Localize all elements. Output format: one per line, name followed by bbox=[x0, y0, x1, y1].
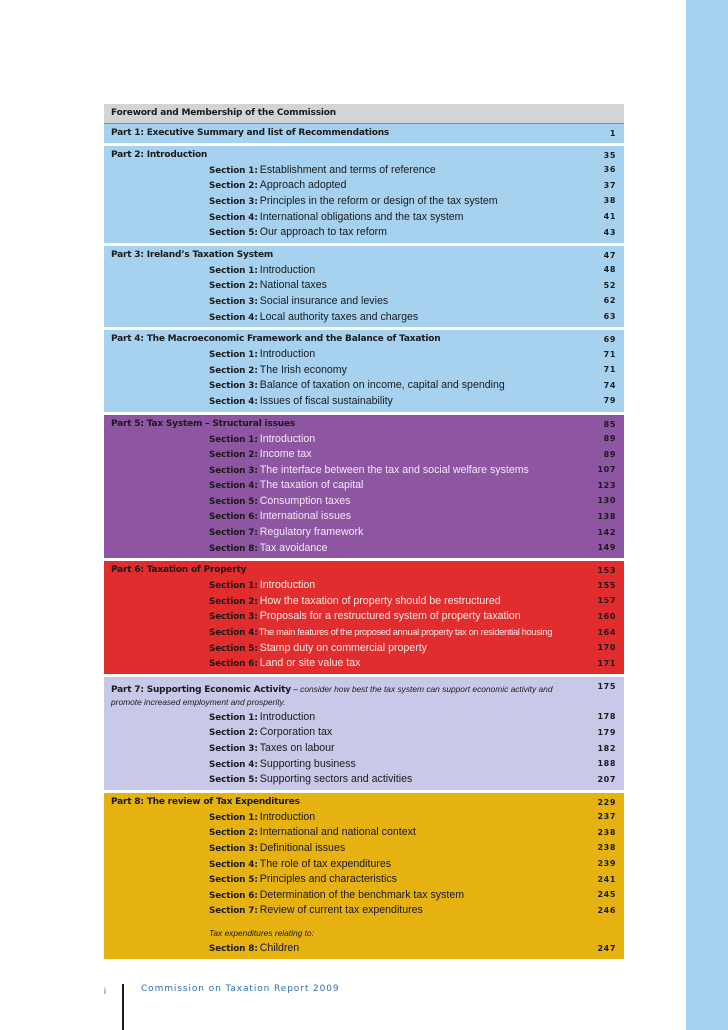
section-title: International issues bbox=[259, 510, 352, 523]
section-title: The taxation of capital bbox=[259, 479, 364, 492]
section-entry[interactable] bbox=[111, 478, 616, 494]
section-title: Supporting sectors and activities bbox=[259, 773, 413, 786]
section-title: Proposals for a restructured system of property taxation bbox=[259, 610, 521, 623]
section-title: International obligations and the tax system bbox=[259, 210, 464, 223]
section-entry[interactable] bbox=[111, 524, 616, 540]
section-label: Section 8: bbox=[209, 944, 258, 955]
section-entry[interactable] bbox=[111, 593, 616, 609]
section-page: 142 bbox=[597, 527, 616, 537]
section-label: Section 1: bbox=[209, 350, 258, 361]
section-entry[interactable] bbox=[111, 378, 616, 394]
section-title: Social insurance and levies bbox=[259, 294, 389, 307]
section-page: 245 bbox=[597, 890, 616, 900]
section-entry[interactable] bbox=[111, 346, 616, 362]
section-title: Establishment and terms of reference bbox=[259, 163, 436, 176]
section-label: Section 4: bbox=[209, 481, 258, 492]
section-entry[interactable] bbox=[111, 462, 616, 478]
section-label: Section 1: bbox=[209, 812, 258, 823]
section-title: Our approach to tax reform bbox=[259, 226, 387, 239]
section-page: 238 bbox=[597, 827, 616, 837]
section-entry[interactable] bbox=[111, 162, 616, 178]
section-entry[interactable] bbox=[111, 903, 616, 919]
part-8-title: Part 8: The review of Tax Expenditures bbox=[111, 797, 300, 807]
section-page: 237 bbox=[597, 812, 616, 822]
section-title: The interface between the tax and social welfare systems bbox=[259, 463, 529, 476]
section-page: 164 bbox=[597, 627, 616, 637]
section-label: Section 5: bbox=[209, 875, 258, 886]
section-title: Approach adopted bbox=[259, 179, 347, 192]
section-title: Corporation tax bbox=[259, 726, 333, 739]
section-label: Section 1: bbox=[209, 434, 258, 445]
section-page: 62 bbox=[603, 296, 616, 306]
section-title: Stamp duty on commercial property bbox=[259, 641, 427, 654]
section-label: Section 6: bbox=[209, 512, 258, 523]
section-label: Section 6: bbox=[209, 659, 258, 670]
section-page: 246 bbox=[597, 905, 616, 915]
section-label: Section 3: bbox=[209, 744, 258, 755]
section-entry[interactable] bbox=[111, 809, 616, 825]
section-page: 179 bbox=[597, 727, 616, 737]
part-2-title: Part 2: Introduction bbox=[111, 150, 208, 160]
section-label: Section 7: bbox=[209, 906, 258, 917]
section-label: Section 2: bbox=[209, 365, 258, 376]
section-label: Section 3: bbox=[209, 381, 258, 392]
section-entry[interactable] bbox=[111, 509, 616, 525]
section-page: 130 bbox=[597, 496, 616, 506]
section-title: Issues of fiscal sustainability bbox=[259, 394, 393, 407]
section-label: Section 1: bbox=[209, 265, 258, 276]
section-title: Children bbox=[259, 942, 300, 955]
section-page: 71 bbox=[603, 365, 616, 375]
section-entry[interactable] bbox=[111, 709, 616, 725]
part-5-title: Part 5: Tax System – Structural issues bbox=[111, 418, 296, 429]
section-page: 239 bbox=[597, 859, 616, 869]
section-page: 170 bbox=[597, 643, 616, 653]
section-title: Introduction bbox=[259, 579, 316, 592]
foreword-title: Foreword and Membership of the Commission bbox=[111, 108, 336, 118]
foreword-entry[interactable] bbox=[104, 104, 624, 123]
section-page: 157 bbox=[597, 596, 616, 606]
part-2-entry[interactable] bbox=[104, 146, 624, 243]
part-5-entry[interactable] bbox=[104, 415, 624, 559]
part-3-entry[interactable] bbox=[104, 246, 624, 327]
section-label: Section 1: bbox=[209, 581, 258, 592]
part-5-page: 85 bbox=[603, 419, 616, 429]
section-entry[interactable] bbox=[111, 887, 616, 903]
footer-divider bbox=[122, 984, 124, 1030]
part-1-title: Part 1: Executive Summary and list of Recommendations bbox=[111, 128, 390, 138]
part-6-page: 153 bbox=[597, 566, 616, 576]
section-entry[interactable] bbox=[111, 446, 616, 462]
section-label: Section 1: bbox=[209, 165, 258, 176]
section-page: 89 bbox=[603, 449, 616, 459]
section-entry[interactable] bbox=[111, 362, 616, 378]
section-title: Balance of taxation on income, capital and spending bbox=[259, 379, 505, 392]
section-title: Definitional issues bbox=[259, 841, 346, 854]
section-page: 43 bbox=[603, 227, 616, 237]
section-page: 89 bbox=[603, 434, 616, 444]
section-title: How the taxation of property should be restructured bbox=[259, 594, 501, 607]
section-title: Introduction bbox=[259, 810, 316, 823]
section-page: 207 bbox=[597, 774, 616, 784]
part-8-entry[interactable] bbox=[104, 793, 624, 959]
section-label: Section 4: bbox=[209, 628, 258, 639]
section-label: Section 3: bbox=[209, 196, 258, 207]
section-entry[interactable] bbox=[111, 393, 616, 409]
section-title: The main features of the proposed annual property tax on residential housing bbox=[258, 626, 553, 638]
part-3-page: 47 bbox=[603, 250, 616, 260]
section-label: Section 2: bbox=[209, 728, 258, 739]
section-page: 138 bbox=[597, 511, 616, 521]
section-title: Regulatory framework bbox=[259, 526, 364, 539]
section-entry[interactable] bbox=[111, 740, 616, 756]
part-7-entry[interactable] bbox=[104, 677, 624, 790]
section-page: 178 bbox=[597, 712, 616, 722]
section-entry[interactable] bbox=[111, 640, 616, 656]
section-page: 38 bbox=[603, 196, 616, 206]
section-entry[interactable] bbox=[111, 871, 616, 887]
section-title: The role of tax expenditures bbox=[259, 857, 392, 870]
section-title: Income tax bbox=[259, 448, 312, 461]
right-edge-color-strip bbox=[686, 0, 728, 1030]
section-entry[interactable] bbox=[111, 224, 616, 240]
section-label: Section 4: bbox=[209, 396, 258, 407]
section-entry[interactable] bbox=[111, 293, 616, 309]
section-entry[interactable] bbox=[111, 262, 616, 278]
section-label: Section 4: bbox=[209, 212, 258, 223]
section-page: 171 bbox=[597, 658, 616, 668]
section-page: 241 bbox=[597, 874, 616, 884]
part-6-title: Part 6: Taxation of Property bbox=[111, 565, 247, 576]
section-label: Section 2: bbox=[209, 450, 258, 461]
section-page: 188 bbox=[597, 759, 616, 769]
section-label: Section 2: bbox=[209, 596, 258, 607]
section-page: 63 bbox=[603, 312, 616, 322]
section-entry[interactable] bbox=[111, 493, 616, 509]
section-entry[interactable] bbox=[111, 771, 616, 787]
footer-title: Commission on Taxation Report 2009 bbox=[141, 984, 340, 994]
section-title: Introduction bbox=[259, 710, 316, 723]
part-4-title: Part 4: The Macroeconomic Framework and the Balance of Taxation bbox=[111, 334, 441, 345]
part-1-entry[interactable] bbox=[104, 124, 624, 143]
section-page: 182 bbox=[597, 743, 616, 753]
section-label: Section 2: bbox=[209, 281, 258, 292]
section-title: Introduction bbox=[259, 263, 316, 276]
section-entry[interactable] bbox=[111, 725, 616, 741]
section-title: Taxes on labour bbox=[259, 742, 335, 755]
section-title: Principles and characteristics bbox=[259, 873, 397, 886]
section-page: 41 bbox=[603, 212, 616, 222]
section-label: Section 3: bbox=[209, 612, 258, 623]
section-entry[interactable] bbox=[111, 577, 616, 593]
section-entry[interactable] bbox=[111, 825, 616, 841]
section-entry[interactable] bbox=[111, 940, 616, 956]
section-page: 37 bbox=[603, 180, 616, 190]
section-label: Section 8: bbox=[209, 543, 258, 554]
part-7-description: – consider how best the tax system can support economic activity and promote increased employment and prosperity. bbox=[111, 684, 553, 708]
section-entry[interactable] bbox=[111, 840, 616, 856]
section-entry[interactable] bbox=[111, 624, 616, 640]
section-page: 247 bbox=[597, 943, 616, 953]
section-label: Section 6: bbox=[209, 890, 258, 901]
section-title: Tax avoidance bbox=[259, 541, 328, 554]
section-title: Local authority taxes and charges bbox=[259, 310, 419, 323]
part-7-title: Part 7: Supporting Economic Activity bbox=[111, 685, 291, 696]
section-entry[interactable] bbox=[111, 178, 616, 194]
section-label: Section 5: bbox=[209, 643, 258, 654]
section-page: 36 bbox=[603, 165, 616, 175]
section-page: 74 bbox=[603, 380, 616, 390]
section-page: 71 bbox=[603, 349, 616, 359]
part-7-page: 175 bbox=[597, 682, 616, 692]
section-page: 149 bbox=[597, 543, 616, 553]
part-8-page: 229 bbox=[597, 798, 616, 807]
section-label: Section 3: bbox=[209, 465, 258, 476]
section-title: Introduction bbox=[259, 348, 316, 361]
section-label: Section 4: bbox=[209, 759, 258, 770]
section-title: International and national context bbox=[259, 826, 416, 839]
section-page: 123 bbox=[597, 480, 616, 490]
section-page: 48 bbox=[603, 265, 616, 275]
section-label: Section 3: bbox=[209, 296, 258, 307]
tax-expenditures-note: Tax expenditures relating to: bbox=[209, 928, 314, 939]
part-4-page: 69 bbox=[603, 335, 616, 345]
section-title: Supporting business bbox=[259, 757, 356, 770]
section-entry[interactable] bbox=[111, 856, 616, 872]
section-page: 155 bbox=[597, 580, 616, 590]
section-entry[interactable] bbox=[111, 609, 616, 625]
section-title: Review of current tax expenditures bbox=[259, 904, 423, 917]
section-page: 238 bbox=[597, 843, 616, 853]
section-entry[interactable] bbox=[111, 655, 616, 671]
part-4-entry[interactable] bbox=[104, 330, 624, 411]
section-entry[interactable] bbox=[111, 209, 616, 225]
section-label: Section 5: bbox=[209, 228, 258, 239]
section-title: National taxes bbox=[259, 279, 327, 292]
section-label: Section 5: bbox=[209, 496, 258, 507]
section-entry[interactable] bbox=[111, 309, 616, 325]
section-title: Determination of the benchmark tax system bbox=[259, 888, 465, 901]
section-label: Section 3: bbox=[209, 843, 258, 854]
section-title: Land or site value tax bbox=[259, 657, 361, 670]
section-entry[interactable] bbox=[111, 193, 616, 209]
section-entry[interactable] bbox=[111, 540, 616, 556]
part-2-page: 35 bbox=[603, 151, 616, 160]
section-title: Introduction bbox=[259, 432, 316, 445]
section-entry[interactable] bbox=[111, 431, 616, 447]
part-3-title: Part 3: Ireland’s Taxation System bbox=[111, 249, 274, 260]
section-label: Section 1: bbox=[209, 712, 258, 723]
section-page: 52 bbox=[603, 280, 616, 290]
section-entry[interactable] bbox=[111, 278, 616, 294]
section-entry[interactable] bbox=[111, 756, 616, 772]
section-label: Section 4: bbox=[209, 859, 258, 870]
section-title: Principles in the reform or design of the tax system bbox=[259, 194, 498, 207]
section-page: 79 bbox=[603, 396, 616, 406]
section-title: Consumption taxes bbox=[259, 494, 351, 507]
part-1-page: 1 bbox=[609, 129, 616, 138]
section-label: Section 2: bbox=[209, 181, 258, 192]
section-page: 160 bbox=[597, 611, 616, 621]
section-title: The Irish economy bbox=[259, 363, 347, 376]
section-label: Section 4: bbox=[209, 312, 258, 323]
table-of-contents bbox=[104, 104, 624, 959]
section-label: Section 5: bbox=[209, 775, 258, 786]
footer-page-number: i bbox=[104, 986, 106, 996]
section-label: Section 7: bbox=[209, 528, 258, 539]
part-6-entry[interactable] bbox=[104, 561, 624, 674]
section-label: Section 2: bbox=[209, 828, 258, 839]
section-page: 107 bbox=[597, 465, 616, 475]
